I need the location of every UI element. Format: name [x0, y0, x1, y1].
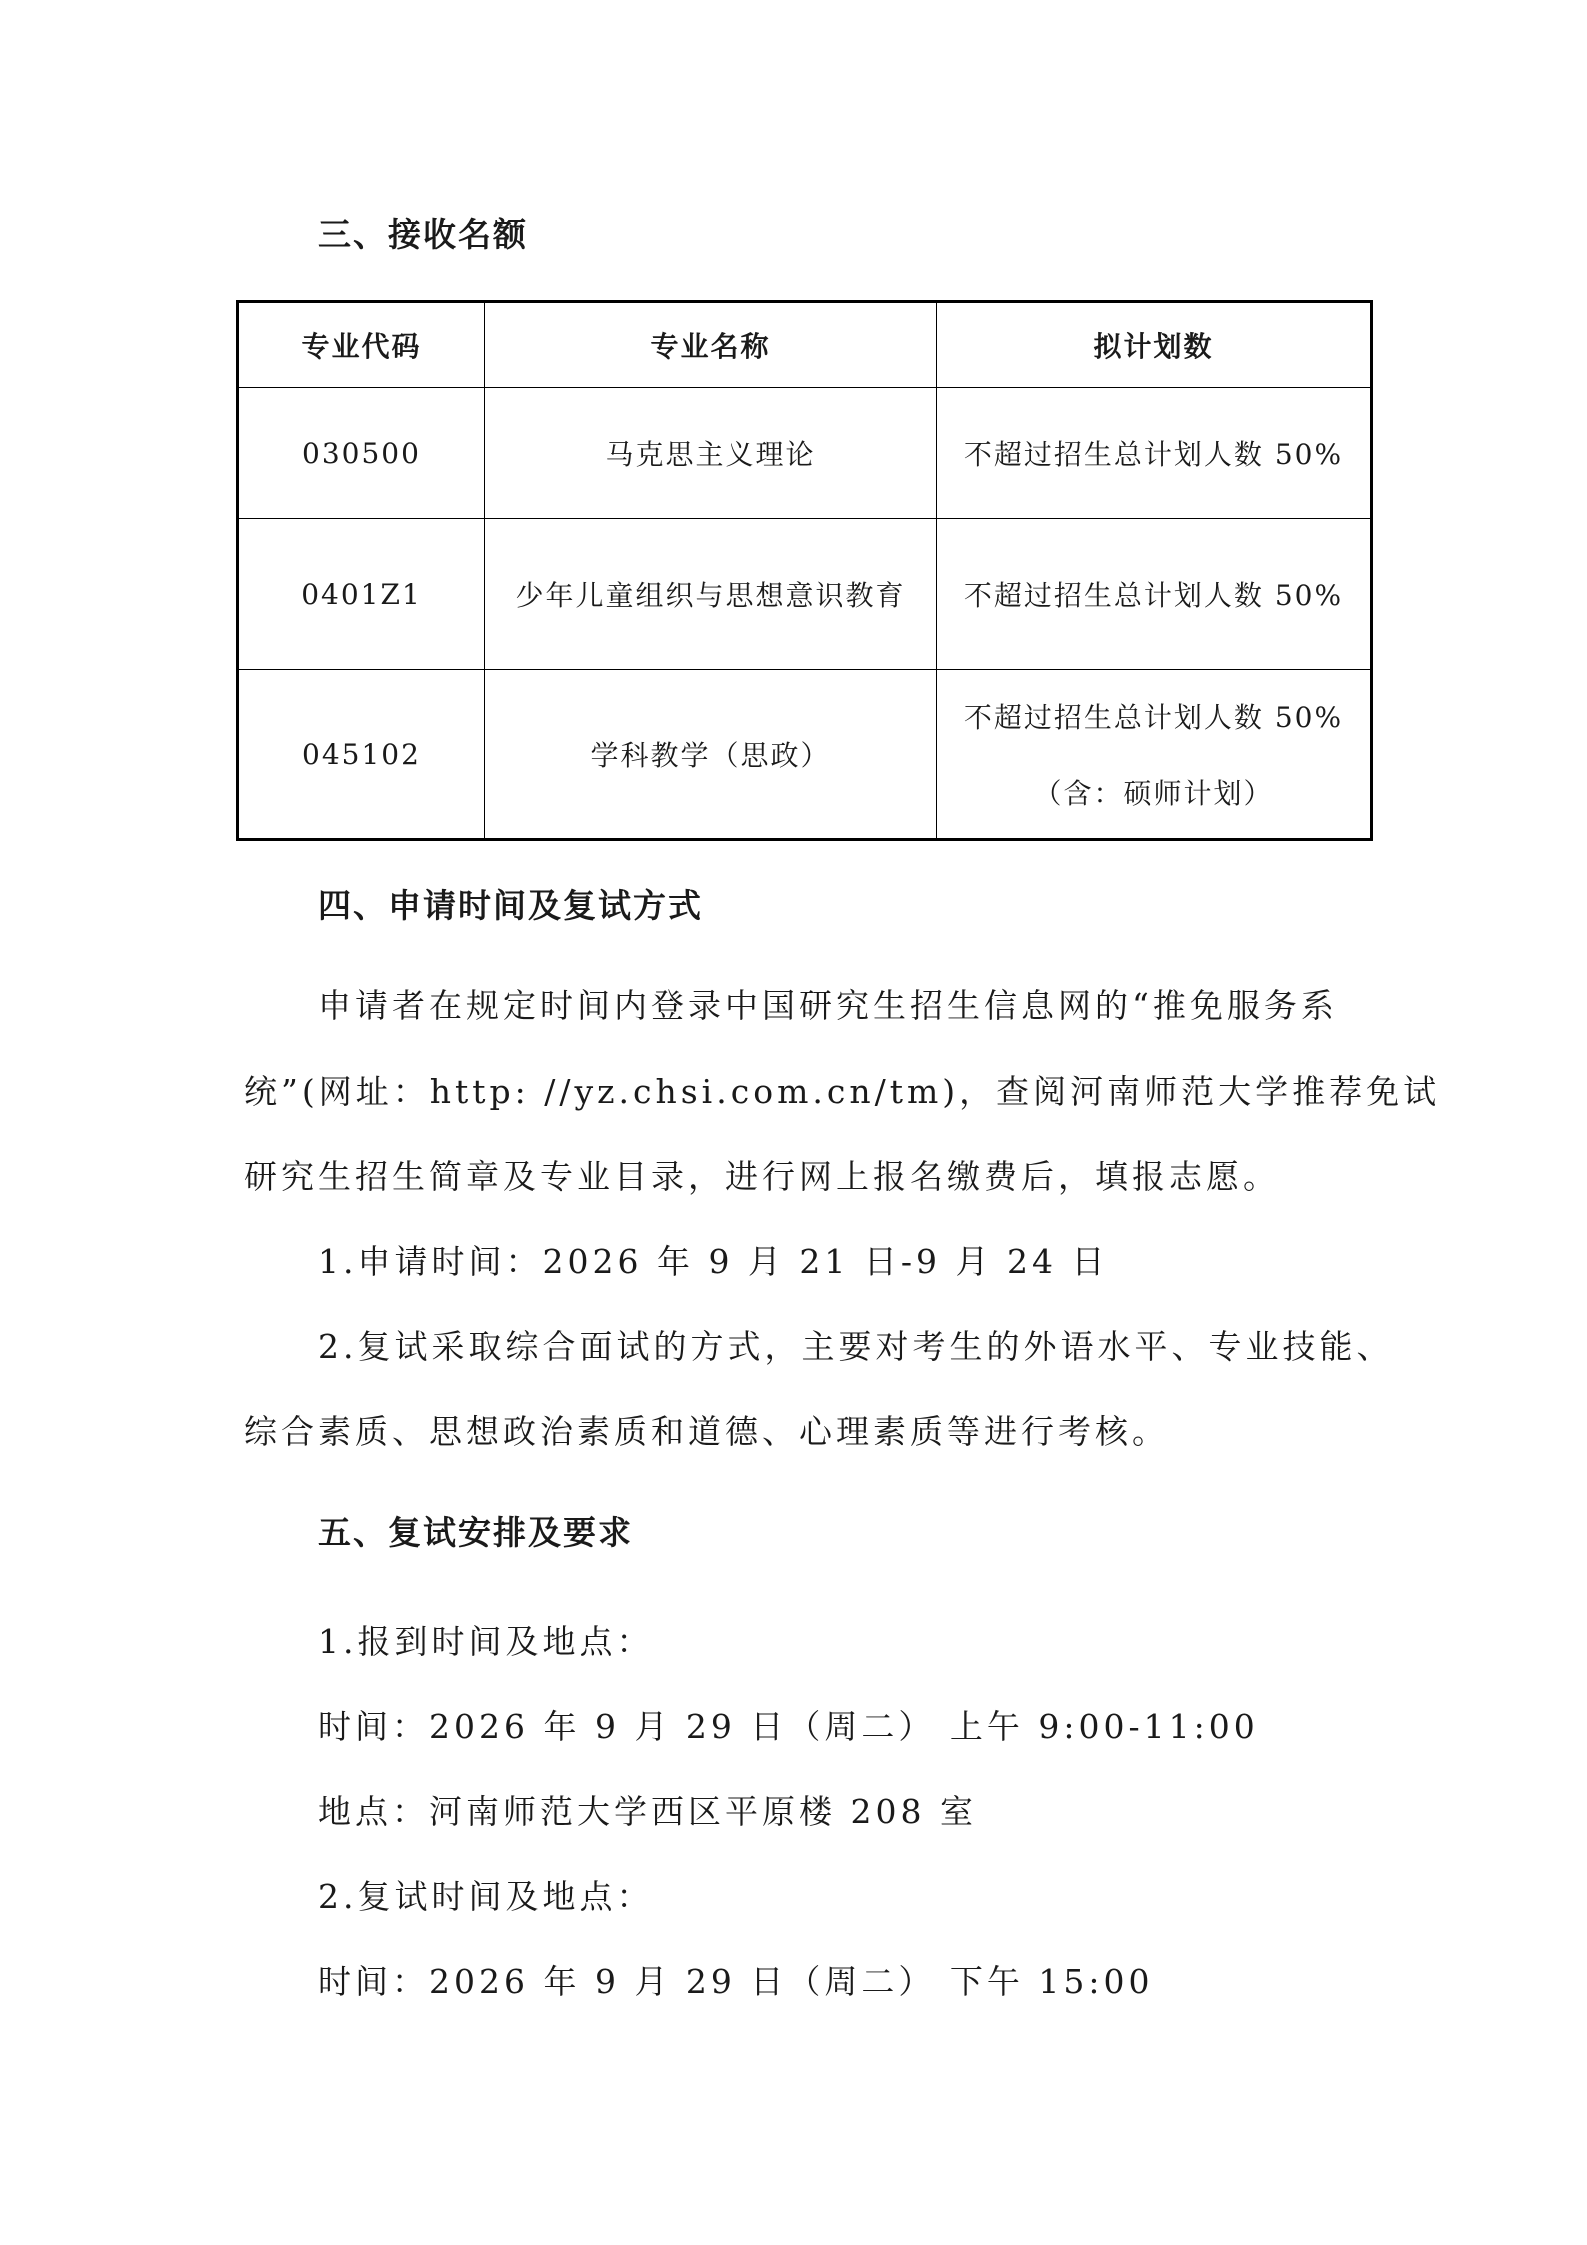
cell-code: 030500: [238, 388, 485, 519]
header-code: 专业代码: [238, 302, 485, 388]
header-name: 专业名称: [485, 302, 937, 388]
table-header-row: [238, 302, 1372, 388]
cell-code: 0401Z1: [238, 519, 485, 670]
list-item: 1.报到时间及地点：: [318, 1622, 654, 1661]
list-item: 2.复试时间及地点：: [318, 1877, 654, 1916]
list-item: 2.复试采取综合面试的方式，主要对考生的外语水平、专业技能、: [318, 1327, 1394, 1366]
cell-plan: 不超过招生总计划人数 50%: [937, 388, 1372, 519]
cell-plan: [937, 670, 1372, 840]
paragraph-line: 申请者在规定时间内登录中国研究生招生信息网的“推免服务系: [318, 986, 1338, 1025]
paragraph-line: 综合素质、思想政治素质和道德、心理素质等进行考核。: [244, 1412, 1169, 1451]
cell-code: 045102: [238, 670, 485, 840]
cell-name: 马克思主义理论: [485, 388, 937, 519]
cell-plan-main: 不超过招生总计划人数 50%: [963, 701, 1344, 734]
list-item: 1.申请时间：2026 年 9 月 21 日-9 月 24 日: [318, 1242, 1109, 1281]
paragraph-line: 时间：2026 年 9 月 29 日（周二） 下午 15:00: [318, 1962, 1154, 2001]
quota-table: [236, 300, 1373, 841]
section-4-title: 四、申请时间及复试方式: [318, 886, 703, 925]
cell-name: 学科教学（思政）: [485, 670, 937, 840]
paragraph-line: 研究生招生简章及专业目录，进行网上报名缴费后，填报志愿。: [244, 1157, 1280, 1196]
cell-plan-note: （含：硕师计划）: [1033, 777, 1274, 810]
section-5-title: 五、复试安排及要求: [318, 1513, 633, 1552]
cell-plan: 不超过招生总计划人数 50%: [937, 519, 1372, 670]
cell-name: 少年儿童组织与思想意识教育: [485, 519, 937, 670]
paragraph-line: 地点：河南师范大学西区平原楼 208 室: [318, 1792, 977, 1831]
section-3-title: 三、接收名额: [318, 215, 528, 254]
paragraph-line: 统”(网址：http: //yz.chsi.com.cn/tm)，查阅河南师范大学推荐免试: [244, 1072, 1441, 1111]
header-plan: 拟计划数: [937, 302, 1372, 388]
table-row: [238, 519, 1372, 670]
paragraph-line: 时间：2026 年 9 月 29 日（周二） 上午 9:00-11:00: [318, 1707, 1259, 1746]
table-row: [238, 388, 1372, 519]
table-row: [238, 670, 1372, 840]
